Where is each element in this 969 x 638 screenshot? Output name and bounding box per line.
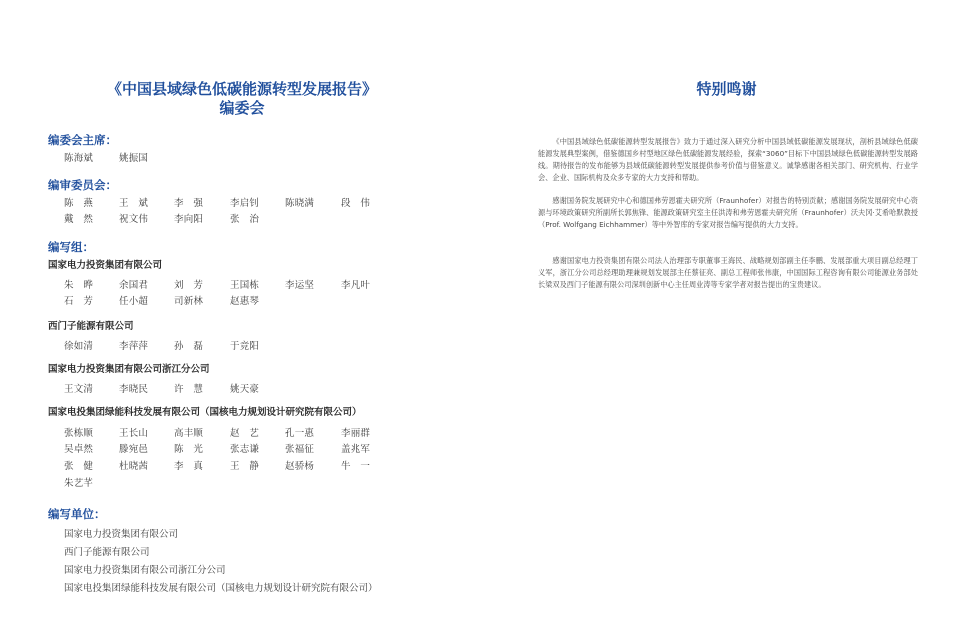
member-name: 戴 然 <box>64 214 94 225</box>
org-name: 国家电力投资集团有限公司浙江分公司 <box>48 364 210 375</box>
member-name: 孔一惠 <box>285 428 315 439</box>
member-name: 段 伟 <box>341 198 371 209</box>
org-name: 国家电力投资集团有限公司 <box>48 260 163 271</box>
member-name: 孙 磊 <box>174 341 204 352</box>
member-name: 陈 光 <box>174 444 204 455</box>
member-name: 朱艺芊 <box>64 478 94 489</box>
member-name: 陈海斌 <box>64 153 94 164</box>
member-name: 张 健 <box>64 461 94 472</box>
member-name: 杜晓茜 <box>119 461 149 472</box>
editorial-committee-page <box>0 0 484 638</box>
member-name: 任小超 <box>119 296 149 307</box>
member-name: 张志谦 <box>230 444 260 455</box>
member-name: 王 斌 <box>119 198 149 209</box>
member-name: 赵 艺 <box>230 428 260 439</box>
ack-paragraph: 感谢国家电力投资集团有限公司法人治理部专职董事王海民、战略规划部副主任李鹏、发展部重大项目副总经理丁义军，浙江分公司总经理助理兼规划发展部主任蔡征亮、副总工程师张伟康，中国国际工程咨询有限公司能源业务部处长梁双及西门子能源有限公司深圳创新中心主任周业涛等专家学者对报告提出的宝贵建议。 <box>538 256 918 289</box>
member-name: 李晓民 <box>119 384 149 395</box>
member-name: 陈 燕 <box>64 198 94 209</box>
member-name: 李 真 <box>174 461 204 472</box>
member-name: 李丽群 <box>341 428 371 439</box>
member-name: 赵惠琴 <box>230 296 260 307</box>
ack-paragraph: 《中国县域绿色低碳能源转型发展报告》致力于通过深入研究分析中国县域低碳能源发展现状，剖析县域绿色低碳能源发展典型案例，借鉴德国乡村型地区绿色低碳能源发展经验，探索“3060”目标下中国县域绿色低碳能源转型发展路线。期待报告的发布能够为县域低碳能源转型发展提供参考价值与借鉴意义。诚挚感谢各相关部门、研究机构、行业学会、企业、国际机构及众多专家的大力支持和帮助。 <box>538 137 918 182</box>
member-name: 徐如清 <box>64 341 94 352</box>
member-name: 吴卓然 <box>64 444 94 455</box>
acknowledgements-title: 特别鸣谢 <box>696 80 757 98</box>
member-name: 高丰顺 <box>174 428 204 439</box>
member-name: 盖兆军 <box>341 444 371 455</box>
member-name: 朱 晔 <box>64 280 94 291</box>
unit-item: 国家电投集团绿能科技发展有限公司（国核电力规划设计研究院有限公司） <box>64 583 378 594</box>
member-name: 王文清 <box>64 384 94 395</box>
member-name: 祝文伟 <box>119 214 149 225</box>
member-name: 余国君 <box>119 280 149 291</box>
member-name: 张 治 <box>230 214 260 225</box>
units-heading: 编写单位： <box>48 507 106 521</box>
member-name: 司新林 <box>174 296 204 307</box>
unit-item: 国家电力投资集团有限公司浙江分公司 <box>64 565 226 576</box>
committee-title: 编委会 <box>219 99 265 117</box>
member-name: 张栋顺 <box>64 428 94 439</box>
member-name: 李启钊 <box>230 198 260 209</box>
writers-heading: 编写组： <box>48 240 94 254</box>
chair-heading: 编委会主席： <box>48 133 117 147</box>
member-name: 李萍萍 <box>119 341 149 352</box>
member-name: 王 静 <box>230 461 260 472</box>
member-name: 陈晓满 <box>285 198 315 209</box>
member-name: 刘 芳 <box>174 280 204 291</box>
member-name: 滕宛邑 <box>119 444 149 455</box>
member-name: 于竞阳 <box>230 341 260 352</box>
member-name: 张福征 <box>285 444 315 455</box>
reviewers-heading: 编审委员会： <box>48 178 117 192</box>
unit-item: 西门子能源有限公司 <box>64 547 150 558</box>
member-name: 牛 一 <box>341 461 371 472</box>
member-name: 王长山 <box>119 428 149 439</box>
ack-paragraph: 感谢国务院发展研究中心和德国弗劳恩霍夫研究所（Fraunhofer）对报告的特别贡献；感谢国务院发展研究中心资源与环境政策研究所副所长郭焦锋、能源政策研究室主任洪涛和弗劳恩霍夫研究所（Fraunhofer）沃夫冈·艾希哈默教授（Prof. Wolfgang Eichhammer）等中外智库的专家对报告编写提供的大力支持。 <box>538 196 918 229</box>
acknowledgements-page <box>484 0 969 638</box>
page-title <box>0 80 484 118</box>
org-name: 西门子能源有限公司 <box>48 321 134 332</box>
member-name: 姚天豪 <box>230 384 260 395</box>
member-name: 许 慧 <box>174 384 204 395</box>
member-name: 石 芳 <box>64 296 94 307</box>
member-name: 李向阳 <box>174 214 204 225</box>
org-name: 国家电投集团绿能科技发展有限公司（国核电力规划设计研究院有限公司） <box>48 407 362 418</box>
member-name: 李 强 <box>174 198 204 209</box>
member-name: 王国栋 <box>230 280 260 291</box>
member-name: 赵骄杨 <box>285 461 315 472</box>
member-name: 李凡叶 <box>341 280 371 291</box>
member-name: 李运坚 <box>285 280 315 291</box>
unit-item: 国家电力投资集团有限公司 <box>64 529 179 540</box>
report-title: 《中国县域绿色低碳能源转型发展报告》 <box>106 80 377 98</box>
member-name: 姚振国 <box>119 153 149 164</box>
